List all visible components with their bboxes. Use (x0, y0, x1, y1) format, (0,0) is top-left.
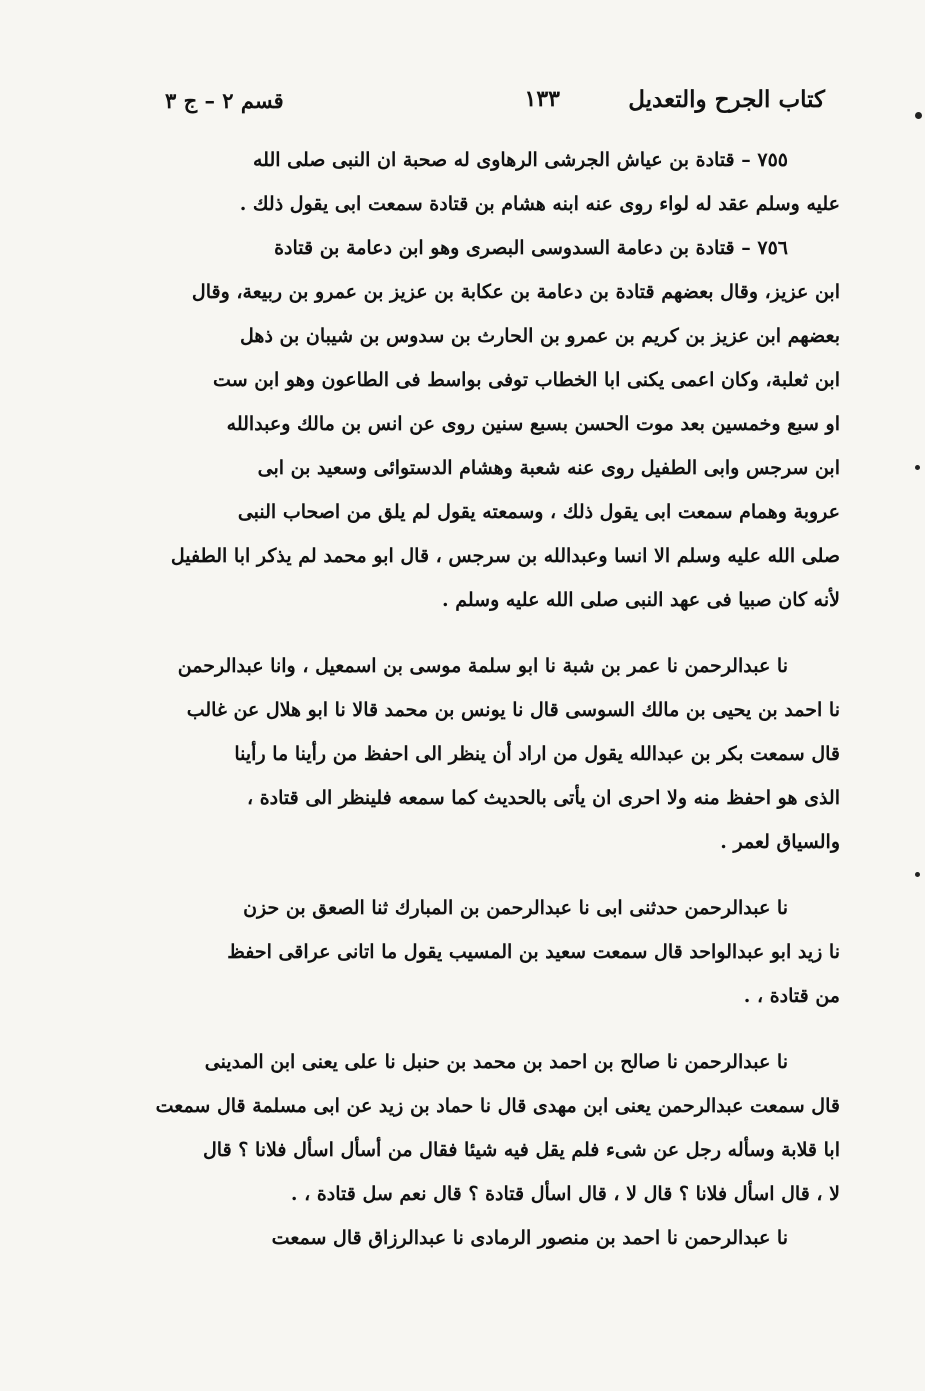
text-line: نا عبدالرحمن نا عمر بن شبة نا ابو سلمة موسى بن اسمعيل ، وانا عبدالرحمن (177, 655, 788, 677)
text-line: ابا قلابة وسأله رجل عن شىء فلم يقل فيه شيئا فقال من أسأل اسأل فلانا ؟ قال (202, 1139, 840, 1161)
text-line: ٧٥٥ – قتادة بن عياش الجرشى الرهاوى له صحبة ان النبى صلى الله (252, 149, 788, 171)
paragraph (150, 886, 840, 1018)
text-line: عروبة وهمام سمعت ابى يقول ذلك ، وسمعته يقول لم يلق من اصحاب النبى (237, 501, 840, 523)
text-line: نا احمد بن يحيى بن مالك السوسى قال نا يونس بن محمد قالا نا ابو هلال عن غالب (186, 699, 840, 721)
text-line: من قتادة ، . (743, 985, 840, 1007)
page-number: ١٣٣ (524, 86, 560, 112)
entry-755 (150, 138, 840, 226)
text-line: لأنه كان صبيا فى عهد النبى صلى الله عليه وسلم . (442, 589, 840, 611)
book-title: كتاب الجرح والتعديل (628, 86, 825, 113)
margin-mark (915, 465, 920, 470)
text-line: صلى الله عليه وسلم الا انسا وعبدالله بن سرجس ، قال ابو محمد لم يذكر ابا الطفيل (170, 545, 840, 567)
margin-mark (915, 112, 922, 119)
paragraph (150, 1216, 840, 1260)
text-line: ٧٥٦ – قتادة بن دعامة السدوسى البصرى وهو ابن دعامة بن قتادة (274, 237, 788, 259)
text-line: بعضهم ابن عزيز بن كريم بن عمرو بن الحارث بن سدوس بن شيبان بن ذهل (240, 325, 840, 347)
entry-756 (150, 226, 840, 622)
text-line: نا زيد ابو عبدالواحد قال سمعت سعيد بن المسيب يقول ما اتانى عراقى احفظ (227, 941, 840, 963)
text-line: ابن ثعلبة، وكان اعمى يكنى ابا الخطاب توفى بواسط فى الطاعون وهو ابن ست (213, 369, 840, 391)
text-line: او سبع وخمسين بعد موت الحسن بسبع سنين روى عن انس بن مالك وعبدالله (226, 413, 840, 435)
text-line: والسياق لعمر . (720, 831, 840, 853)
page-body (150, 138, 840, 1260)
page-header (165, 78, 825, 124)
text-line: الذى هو احفظ منه ولا احرى ان يأتى بالحديث كما سمعه فلينظر الى قتادة ، (246, 787, 840, 809)
text-line: لا ، قال اسأل فلانا ؟ قال لا ، قال اسأل قتادة ؟ قال نعم سل قتادة ، . (290, 1183, 840, 1205)
margin-mark (915, 872, 920, 877)
paragraph (150, 1040, 840, 1216)
text-line: ابن سرجس وابى الطفيل روى عنه شعبة وهشام الدستوائى وسعيد بن ابى (257, 457, 840, 479)
text-line: ابن عزيز، وقال بعضهم قتادة بن دعامة بن عكابة بن عزيز بن عمرو بن ربيعة، وقال (191, 281, 840, 303)
text-line: عليه وسلم عقد له لواء روى عنه ابنه هشام بن قتادة سمعت ابى يقول ذلك . (239, 193, 840, 215)
text-line: نا عبدالرحمن نا صالح بن احمد بن محمد بن حنبل نا على يعنى ابن المدينى (204, 1051, 788, 1073)
paragraph (150, 644, 840, 864)
text-line: نا عبدالرحمن حدثنى ابى نا عبدالرحمن بن المبارك ثنا الصعق بن حزن (243, 897, 788, 919)
section-label: قسم ٢ – ج ٣ (165, 88, 284, 113)
text-line: قال سمعت عبدالرحمن يعنى ابن مهدى قال نا حماد بن زيد عن ابى مسلمة قال سمعت (155, 1095, 840, 1117)
text-line: قال سمعت بكر بن عبدالله يقول من اراد أن ينظر الى احفظ من رأينا ما رأينا (234, 743, 840, 765)
text-line: نا عبدالرحمن نا احمد بن منصور الرمادى نا عبدالرزاق قال سمعت (271, 1227, 788, 1249)
